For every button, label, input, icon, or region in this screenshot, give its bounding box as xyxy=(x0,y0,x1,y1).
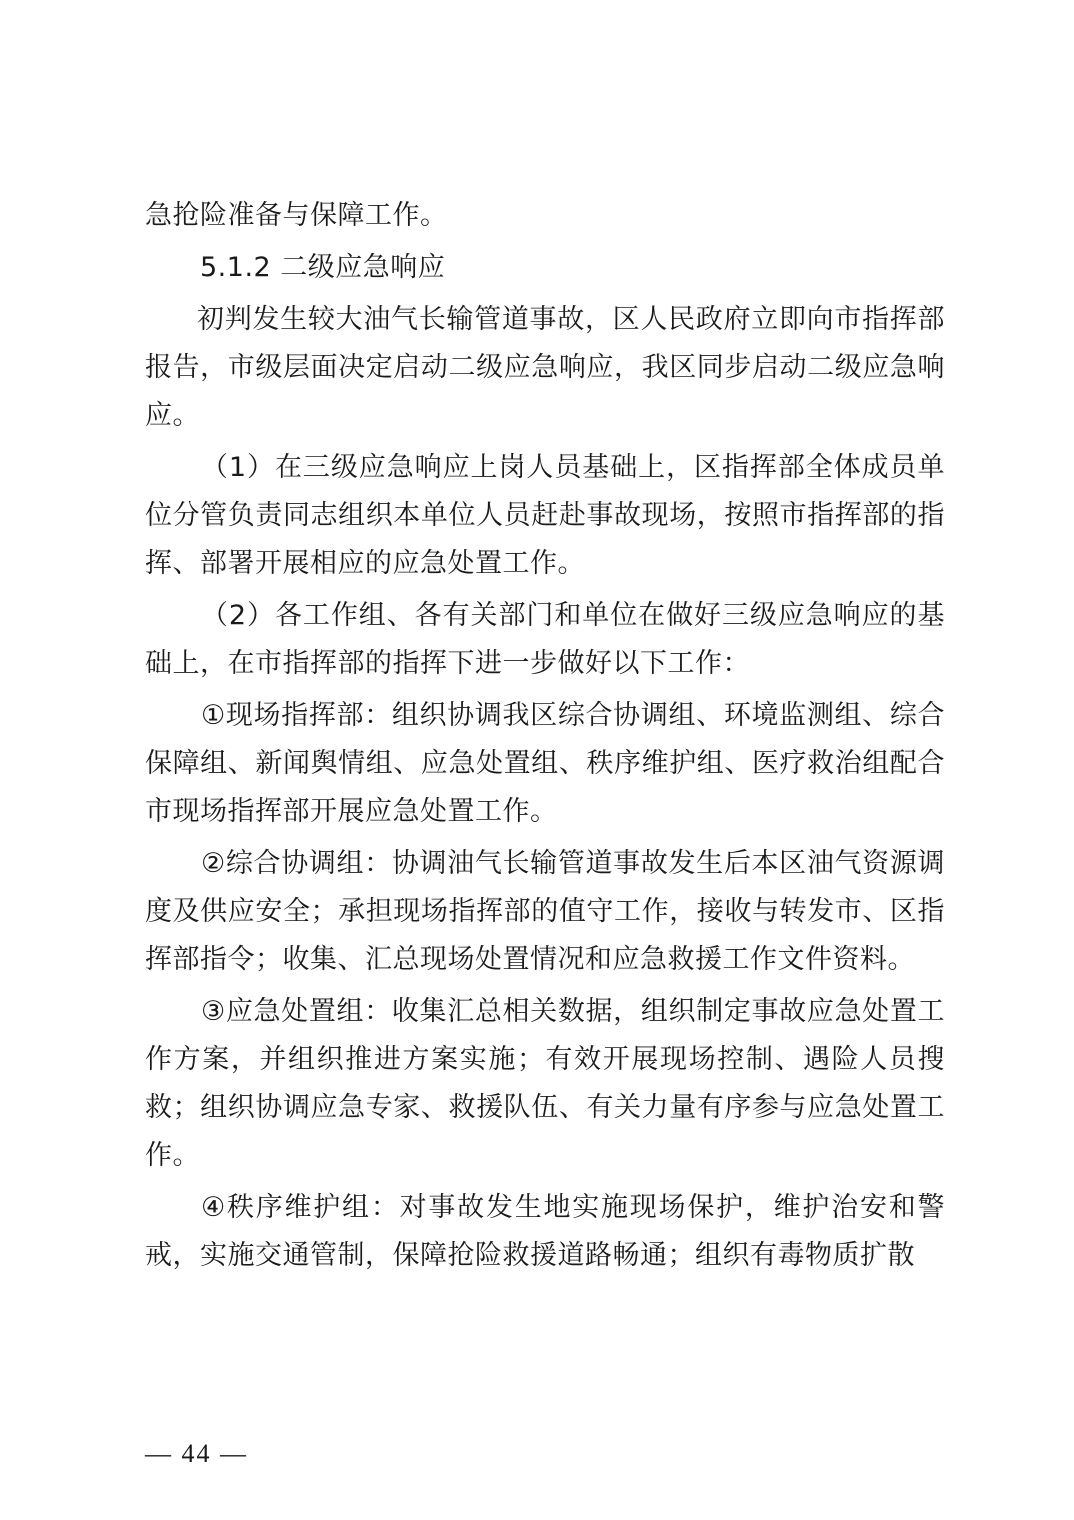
paragraph-coordination-group: ②综合协调组：协调油气长输管道事故发生后本区油气资源调度及供应安全；承担现场指挥部的值守工作，接收与转发市、区指挥部指令；收集、汇总现场处置情况和应急救援工作文件资料。 xyxy=(145,848,945,975)
paragraph-field-command: ①现场指挥部：组织协调我区综合协调组、环境监测组、综合保障组、新闻舆情组、应急处置组、秩序维护组、医疗救治组配合市现场指挥部开展应急处置工作。 xyxy=(145,700,945,827)
paragraph-continuation: 急抢险准备与保障工作。 xyxy=(145,200,448,231)
document-body-top xyxy=(145,192,945,240)
paragraph-disposal-group: ③应急处置组：收集汇总相关数据，组织制定事故应急处置工作方案，并组织推进方案实施；有效开展现场控制、遇险人员搜救；组织协调应急专家、救援队伍、有关力量有序参与应急处置工作。 xyxy=(145,996,945,1171)
document-body xyxy=(145,296,945,1280)
paragraph-item-1: （1）在三级应急响应上岗人员基础上，区指挥部全体成员单位分管负责同志组织本单位人员赶赴事故现场，按照市指挥部的指挥、部署开展相应的应急处置工作。 xyxy=(145,452,945,579)
page-number: — 44 — xyxy=(145,1439,248,1468)
paragraph-order-group: ④秩序维护组：对事故发生地实施现场保护，维护治安和警戒，实施交通管制，保障抢险救援道路畅通；组织有毒物质扩散 xyxy=(145,1192,945,1271)
paragraph-item-2: （2）各工作组、各有关部门和单位在做好三级应急响应的基础上，在市指挥部的指挥下进一步做好以下工作： xyxy=(145,600,945,679)
section-heading: 5.1.2 二级应急响应 xyxy=(200,252,446,283)
paragraph-intro: 初判发生较大油气长输管道事故，区人民政府立即向市指挥部报告，市级层面决定启动二级应急响应，我区同步启动二级应急响应。 xyxy=(145,304,945,431)
